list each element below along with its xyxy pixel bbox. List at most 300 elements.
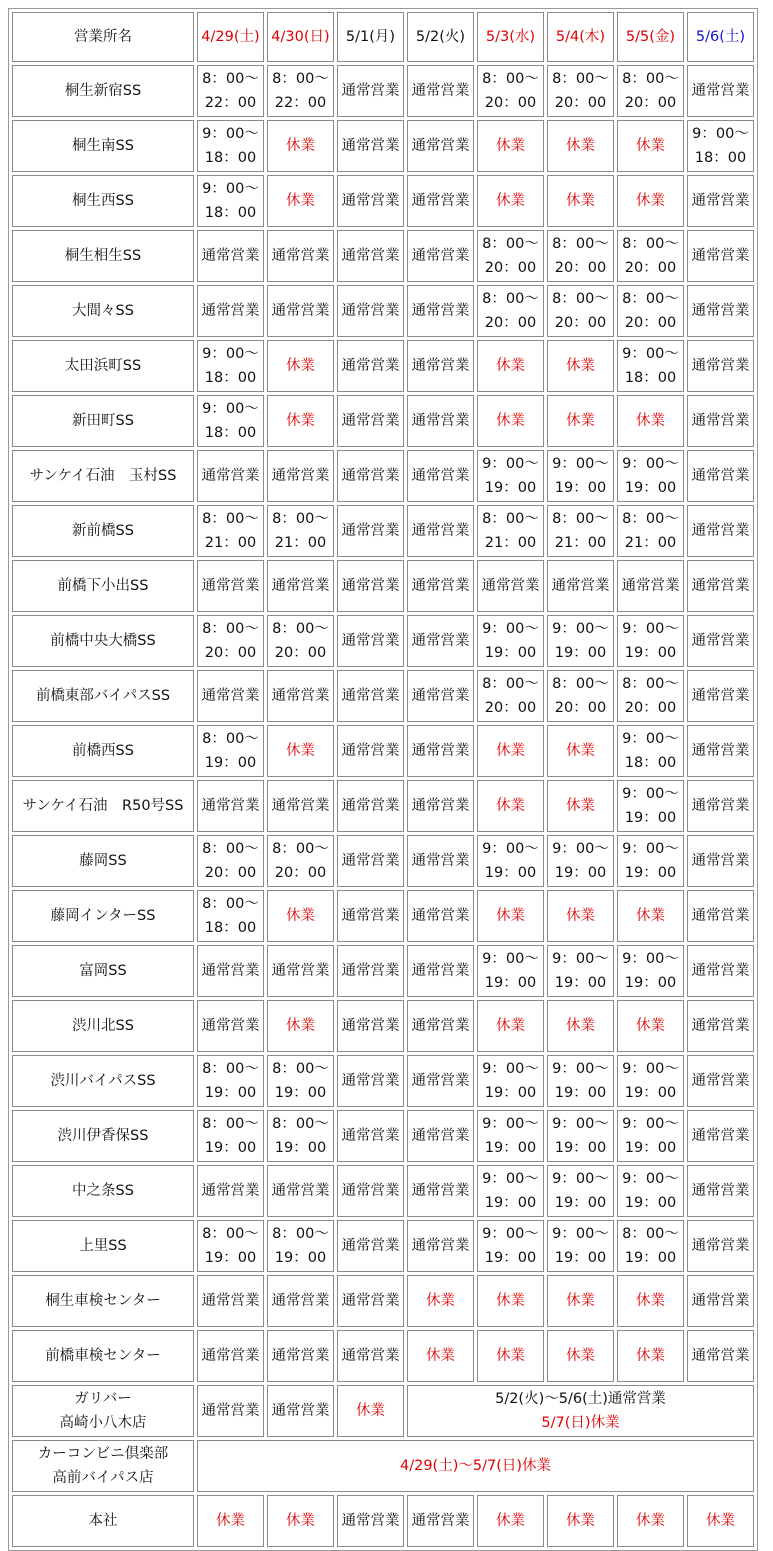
- time-close: 20：00: [274, 865, 327, 881]
- schedule-cell: 通常営業: [407, 230, 474, 282]
- schedule-cell: 通常営業: [197, 1385, 264, 1437]
- time-close: 20：00: [274, 645, 327, 661]
- office-name-cell: 上里SS: [12, 1220, 194, 1272]
- time-open: 9：00～: [622, 731, 679, 747]
- time-close: 19：00: [624, 1085, 677, 1101]
- schedule-cell: 通常営業: [407, 1000, 474, 1052]
- table-row: [12, 780, 754, 832]
- schedule-cell: 通常営業: [267, 285, 334, 337]
- schedule-cell: 通常営業: [687, 1275, 754, 1327]
- time-open: 8：00～: [202, 841, 259, 857]
- schedule-cell: 通常営業: [337, 395, 404, 447]
- time-open: 8：00～: [202, 896, 259, 912]
- schedule-cell: 通常営業: [407, 175, 474, 227]
- table-row: [12, 65, 754, 117]
- time-close: 19：00: [624, 480, 677, 496]
- schedule-cell: [477, 1110, 544, 1162]
- office-name-line: ガリバー: [74, 1391, 132, 1407]
- span-text: 5/2(火)～5/6(土)通常営業: [495, 1391, 666, 1407]
- office-name-cell: 新田町SS: [12, 395, 194, 447]
- time-open: 8：00～: [202, 621, 259, 637]
- schedule-cell: 休業: [687, 1495, 754, 1547]
- time-close: 21：00: [624, 535, 677, 551]
- schedule-cell: 通常営業: [337, 890, 404, 942]
- time-close: 19：00: [554, 1195, 607, 1211]
- schedule-cell: [197, 890, 264, 942]
- schedule-cell: [267, 65, 334, 117]
- office-name-cell: 藤岡インターSS: [12, 890, 194, 942]
- table-row: [12, 395, 754, 447]
- schedule-cell: [477, 285, 544, 337]
- schedule-cell: 通常営業: [687, 285, 754, 337]
- schedule-cell: 通常営業: [267, 1385, 334, 1437]
- schedule-cell: 通常営業: [407, 450, 474, 502]
- schedule-cell: [547, 670, 614, 722]
- schedule-cell: 通常営業: [267, 945, 334, 997]
- schedule-cell: 休業: [617, 120, 684, 172]
- office-name-cell: 桐生車検センター: [12, 1275, 194, 1327]
- office-name-cell: 桐生相生SS: [12, 230, 194, 282]
- office-name-cell: 富岡SS: [12, 945, 194, 997]
- time-close: 22：00: [204, 95, 257, 111]
- office-name-line: 高前バイパス店: [52, 1470, 154, 1486]
- schedule-cell: 休業: [477, 780, 544, 832]
- schedule-cell: 通常営業: [547, 560, 614, 612]
- time-open: 8：00～: [552, 236, 609, 252]
- schedule-cell: 休業: [267, 175, 334, 227]
- schedule-cell: [477, 945, 544, 997]
- schedule-cell: [197, 1220, 264, 1272]
- schedule-cell: 通常営業: [337, 1330, 404, 1382]
- schedule-cell: 通常営業: [407, 505, 474, 557]
- schedule-cell: 休業: [477, 725, 544, 777]
- office-name-cell: サンケイ石油 R50号SS: [12, 780, 194, 832]
- table-row: [12, 890, 754, 942]
- time-close: 19：00: [554, 975, 607, 991]
- schedule-cell: 通常営業: [267, 780, 334, 832]
- schedule-cell: 休業: [477, 340, 544, 392]
- schedule-cell: [197, 835, 264, 887]
- schedule-cell: 休業: [547, 120, 614, 172]
- time-close: 19：00: [274, 1085, 327, 1101]
- table-row: [12, 1330, 754, 1382]
- schedule-cell: 通常営業: [337, 230, 404, 282]
- table-row-carconvini: [12, 1440, 754, 1492]
- schedule-cell: 通常営業: [337, 505, 404, 557]
- schedule-cell: 通常営業: [337, 615, 404, 667]
- office-name-header: 営業所名: [12, 12, 194, 62]
- table-row: [12, 670, 754, 722]
- time-close: 19：00: [484, 1085, 537, 1101]
- schedule-cell: 通常営業: [687, 1110, 754, 1162]
- time-close: 20：00: [624, 95, 677, 111]
- schedule-cell: 通常営業: [267, 450, 334, 502]
- time-open: 9：00～: [202, 401, 259, 417]
- time-close: 19：00: [484, 1140, 537, 1156]
- schedule-cell: 休業: [547, 1330, 614, 1382]
- schedule-cell: [617, 505, 684, 557]
- time-close: 20：00: [554, 260, 607, 276]
- schedule-cell: 休業: [547, 890, 614, 942]
- schedule-cell: 通常営業: [337, 175, 404, 227]
- office-name-cell: 桐生南SS: [12, 120, 194, 172]
- time-close: 20：00: [484, 700, 537, 716]
- time-open: 9：00～: [482, 1116, 539, 1132]
- schedule-cell: [477, 450, 544, 502]
- table-row: [12, 1000, 754, 1052]
- time-close: 19：00: [624, 1195, 677, 1211]
- schedule-cell: 通常営業: [337, 1275, 404, 1327]
- schedule-cell: 休業: [477, 175, 544, 227]
- schedule-cell: 通常営業: [337, 1220, 404, 1272]
- date-header: 5/3(水): [477, 12, 544, 62]
- table-row: [12, 835, 754, 887]
- time-close: 19：00: [624, 645, 677, 661]
- schedule-cell: 休業: [477, 1000, 544, 1052]
- schedule-cell: 休業: [547, 1275, 614, 1327]
- schedule-cell: 通常営業: [407, 1495, 474, 1547]
- schedule-cell: 通常営業: [407, 120, 474, 172]
- time-open: 9：00～: [622, 786, 679, 802]
- time-close: 20：00: [554, 95, 607, 111]
- schedule-cell: 通常営業: [687, 1055, 754, 1107]
- schedule-cell: 通常営業: [267, 560, 334, 612]
- schedule-cell: [547, 450, 614, 502]
- schedule-cell: 休業: [267, 890, 334, 942]
- schedule-cell: 通常営業: [337, 780, 404, 832]
- schedule-cell: 通常営業: [687, 175, 754, 227]
- schedule-cell: [477, 65, 544, 117]
- schedule-cell: [477, 615, 544, 667]
- schedule-cell: 休業: [617, 1275, 684, 1327]
- time-open: 8：00～: [482, 71, 539, 87]
- schedule-cell: 通常営業: [407, 835, 474, 887]
- time-open: 8：00～: [272, 841, 329, 857]
- schedule-cell: 通常営業: [407, 340, 474, 392]
- table-row: [12, 560, 754, 612]
- schedule-cell: 通常営業: [407, 65, 474, 117]
- time-close: 18：00: [204, 425, 257, 441]
- schedule-cell: 通常営業: [687, 835, 754, 887]
- time-open: 9：00～: [552, 1061, 609, 1077]
- time-open: 8：00～: [272, 71, 329, 87]
- time-open: 8：00～: [202, 511, 259, 527]
- time-close: 19：00: [554, 480, 607, 496]
- time-open: 9：00～: [482, 951, 539, 967]
- time-close: 19：00: [624, 975, 677, 991]
- schedule-cell: 休業: [477, 120, 544, 172]
- schedule-cell: 休業: [267, 1000, 334, 1052]
- time-close: 21：00: [554, 535, 607, 551]
- schedule-cell: 休業: [547, 175, 614, 227]
- schedule-cell: [477, 230, 544, 282]
- time-open: 9：00～: [552, 456, 609, 472]
- date-header: 5/4(木): [547, 12, 614, 62]
- time-close: 22：00: [274, 95, 327, 111]
- time-open: 9：00～: [622, 1116, 679, 1132]
- schedule-cell: 休業: [547, 725, 614, 777]
- time-close: 21：00: [204, 535, 257, 551]
- schedule-cell: 休業: [617, 1495, 684, 1547]
- schedule-cell: 通常営業: [687, 560, 754, 612]
- schedule-cell: 通常営業: [337, 725, 404, 777]
- time-open: 9：00～: [202, 126, 259, 142]
- table-row: [12, 1110, 754, 1162]
- time-open: 8：00～: [552, 291, 609, 307]
- time-open: 9：00～: [482, 841, 539, 857]
- schedule-cell: 通常営業: [267, 1330, 334, 1382]
- header-row: [12, 12, 754, 62]
- office-name-cell: [12, 1385, 194, 1437]
- schedule-cell: [547, 1055, 614, 1107]
- schedule-cell: 通常営業: [407, 1055, 474, 1107]
- time-open: 8：00～: [552, 676, 609, 692]
- time-open: 9：00～: [482, 1226, 539, 1242]
- schedule-cell: 通常営業: [407, 615, 474, 667]
- time-close: 19：00: [274, 1250, 327, 1266]
- schedule-cell: [617, 1055, 684, 1107]
- table-row-gulliver: [12, 1385, 754, 1437]
- office-name-cell: 前橋西SS: [12, 725, 194, 777]
- schedule-cell: 休業: [547, 780, 614, 832]
- table-row: [12, 120, 754, 172]
- holiday-schedule-table: [8, 8, 758, 1551]
- schedule-cell: [477, 505, 544, 557]
- time-open: 9：00～: [622, 951, 679, 967]
- time-open: 8：00～: [202, 71, 259, 87]
- schedule-cell: 通常営業: [197, 1165, 264, 1217]
- schedule-cell: 通常営業: [267, 1165, 334, 1217]
- schedule-body: [12, 65, 754, 1382]
- date-header: 5/6(土): [687, 12, 754, 62]
- schedule-cell: 通常営業: [407, 670, 474, 722]
- time-open: 9：00～: [622, 346, 679, 362]
- schedule-cell: 通常営業: [407, 285, 474, 337]
- time-close: 20：00: [624, 700, 677, 716]
- schedule-cell: 通常営業: [687, 780, 754, 832]
- schedule-cell: 通常営業: [337, 1055, 404, 1107]
- schedule-cell: [617, 670, 684, 722]
- schedule-cell: 通常営業: [687, 1220, 754, 1272]
- schedule-cell: 休業: [547, 1495, 614, 1547]
- schedule-cell: [617, 615, 684, 667]
- schedule-cell: 休業: [547, 1000, 614, 1052]
- schedule-cell: [687, 120, 754, 172]
- time-close: 18：00: [204, 205, 257, 221]
- schedule-cell: 通常営業: [337, 340, 404, 392]
- schedule-cell: [617, 945, 684, 997]
- table-row: [12, 1055, 754, 1107]
- table-row: [12, 725, 754, 777]
- schedule-cell: 通常営業: [337, 560, 404, 612]
- time-open: 8：00～: [272, 621, 329, 637]
- schedule-cell: [477, 835, 544, 887]
- schedule-cell: [197, 175, 264, 227]
- office-name-cell: 前橋下小出SS: [12, 560, 194, 612]
- time-close: 19：00: [274, 1140, 327, 1156]
- time-open: 9：00～: [552, 1171, 609, 1187]
- schedule-cell: 通常営業: [337, 450, 404, 502]
- schedule-cell: 通常営業: [197, 1000, 264, 1052]
- time-close: 18：00: [204, 150, 257, 166]
- office-name-cell: サンケイ石油 玉村SS: [12, 450, 194, 502]
- office-name-cell: 前橋車検センター: [12, 1330, 194, 1382]
- schedule-cell: [197, 120, 264, 172]
- schedule-cell: [617, 1165, 684, 1217]
- table-row: [12, 230, 754, 282]
- schedule-cell: 通常営業: [407, 560, 474, 612]
- office-name-cell: 前橋東部バイパスSS: [12, 670, 194, 722]
- time-open: 8：00～: [202, 731, 259, 747]
- table-row: [12, 615, 754, 667]
- time-close: 19：00: [484, 645, 537, 661]
- schedule-cell: 通常営業: [687, 615, 754, 667]
- time-open: 8：00～: [202, 1061, 259, 1077]
- time-open: 8：00～: [622, 676, 679, 692]
- schedule-cell: [267, 615, 334, 667]
- schedule-cell: 通常営業: [687, 505, 754, 557]
- time-close: 20：00: [624, 260, 677, 276]
- table-row: [12, 505, 754, 557]
- schedule-cell: [617, 450, 684, 502]
- time-close: 19：00: [624, 865, 677, 881]
- schedule-cell: [197, 725, 264, 777]
- schedule-cell: 通常営業: [407, 1110, 474, 1162]
- office-name-cell: 桐生新宿SS: [12, 65, 194, 117]
- time-open: 8：00～: [202, 1116, 259, 1132]
- date-header: 5/1(月): [337, 12, 404, 62]
- time-close: 19：00: [484, 865, 537, 881]
- schedule-cell: 休業: [617, 1330, 684, 1382]
- schedule-cell: 通常営業: [407, 725, 474, 777]
- time-close: 19：00: [204, 1085, 257, 1101]
- schedule-cell: 通常営業: [337, 835, 404, 887]
- time-close: 19：00: [484, 480, 537, 496]
- office-name-cell: 前橋中央大橋SS: [12, 615, 194, 667]
- schedule-cell: 通常営業: [687, 945, 754, 997]
- date-header: 4/29(土): [197, 12, 264, 62]
- schedule-cell: [617, 230, 684, 282]
- office-name-cell: 渋川伊香保SS: [12, 1110, 194, 1162]
- time-open: 8：00～: [622, 1226, 679, 1242]
- schedule-cell: [267, 1055, 334, 1107]
- schedule-cell: [267, 1110, 334, 1162]
- time-open: 9：00～: [482, 621, 539, 637]
- table-row: [12, 340, 754, 392]
- schedule-cell: 通常営業: [337, 1000, 404, 1052]
- time-open: 9：00～: [622, 456, 679, 472]
- schedule-cell: [617, 1110, 684, 1162]
- schedule-cell: 通常営業: [407, 945, 474, 997]
- schedule-cell: [197, 1055, 264, 1107]
- schedule-cell: [267, 835, 334, 887]
- time-close: 19：00: [624, 1250, 677, 1266]
- time-close: 18：00: [624, 370, 677, 386]
- schedule-cell: 通常営業: [267, 1275, 334, 1327]
- time-close: 21：00: [484, 535, 537, 551]
- schedule-cell: [267, 505, 334, 557]
- time-close: 18：00: [694, 150, 747, 166]
- schedule-cell: [197, 340, 264, 392]
- schedule-cell: [547, 230, 614, 282]
- schedule-cell: 通常営業: [407, 890, 474, 942]
- schedule-cell: 通常営業: [197, 670, 264, 722]
- office-name-cell: 中之条SS: [12, 1165, 194, 1217]
- schedule-cell: [617, 780, 684, 832]
- schedule-cell: [617, 340, 684, 392]
- time-close: 19：00: [484, 1195, 537, 1211]
- time-close: 20：00: [204, 865, 257, 881]
- time-open: 8：00～: [272, 1226, 329, 1242]
- schedule-cell: 通常営業: [337, 670, 404, 722]
- schedule-cell: 休業: [197, 1495, 264, 1547]
- schedule-cell: 休業: [547, 395, 614, 447]
- time-close: 18：00: [204, 920, 257, 936]
- time-open: 9：00～: [202, 346, 259, 362]
- schedule-cell: 休業: [477, 395, 544, 447]
- schedule-cell: 通常営業: [197, 1275, 264, 1327]
- time-open: 8：00～: [622, 236, 679, 252]
- schedule-cell: 通常営業: [197, 945, 264, 997]
- schedule-cell: 通常営業: [407, 1165, 474, 1217]
- time-close: 20：00: [484, 260, 537, 276]
- schedule-cell: 休業: [477, 1330, 544, 1382]
- schedule-cell: 通常営業: [687, 1000, 754, 1052]
- schedule-cell: 通常営業: [687, 230, 754, 282]
- schedule-cell: 通常営業: [687, 670, 754, 722]
- office-name-cell: 新前橋SS: [12, 505, 194, 557]
- schedule-cell: [547, 945, 614, 997]
- schedule-cell: 通常営業: [687, 725, 754, 777]
- schedule-cell: 通常営業: [687, 395, 754, 447]
- time-close: 19：00: [204, 755, 257, 771]
- office-name-line: カーコンビニ倶楽部: [37, 1446, 169, 1462]
- time-open: 8：00～: [622, 511, 679, 527]
- table-row: [12, 450, 754, 502]
- schedule-cell: [197, 1110, 264, 1162]
- schedule-cell: 通常営業: [337, 65, 404, 117]
- schedule-table-wrapper: [8, 8, 758, 1551]
- schedule-cell: 通常営業: [337, 1110, 404, 1162]
- time-open: 9：00～: [622, 1171, 679, 1187]
- schedule-cell: [477, 1055, 544, 1107]
- time-open: 9：00～: [692, 126, 749, 142]
- time-open: 9：00～: [482, 1061, 539, 1077]
- schedule-cell: [477, 1220, 544, 1272]
- date-header: 5/2(火): [407, 12, 474, 62]
- schedule-cell: [197, 395, 264, 447]
- schedule-cell: [547, 615, 614, 667]
- schedule-cell: 通常営業: [337, 945, 404, 997]
- schedule-cell: [267, 1220, 334, 1272]
- time-open: 9：00～: [622, 841, 679, 857]
- table-row: [12, 1275, 754, 1327]
- schedule-cell: 休業: [477, 890, 544, 942]
- time-close: 19：00: [554, 645, 607, 661]
- schedule-cell: [197, 615, 264, 667]
- time-close: 18：00: [204, 370, 257, 386]
- time-open: 9：00～: [552, 951, 609, 967]
- date-header: 5/5(金): [617, 12, 684, 62]
- schedule-cell: 通常営業: [337, 1495, 404, 1547]
- schedule-cell: 通常営業: [197, 230, 264, 282]
- time-close: 21：00: [274, 535, 327, 551]
- schedule-cell: 通常営業: [337, 120, 404, 172]
- table-row: [12, 1220, 754, 1272]
- office-name-cell: 渋川北SS: [12, 1000, 194, 1052]
- schedule-cell: 通常営業: [337, 285, 404, 337]
- schedule-cell: [547, 505, 614, 557]
